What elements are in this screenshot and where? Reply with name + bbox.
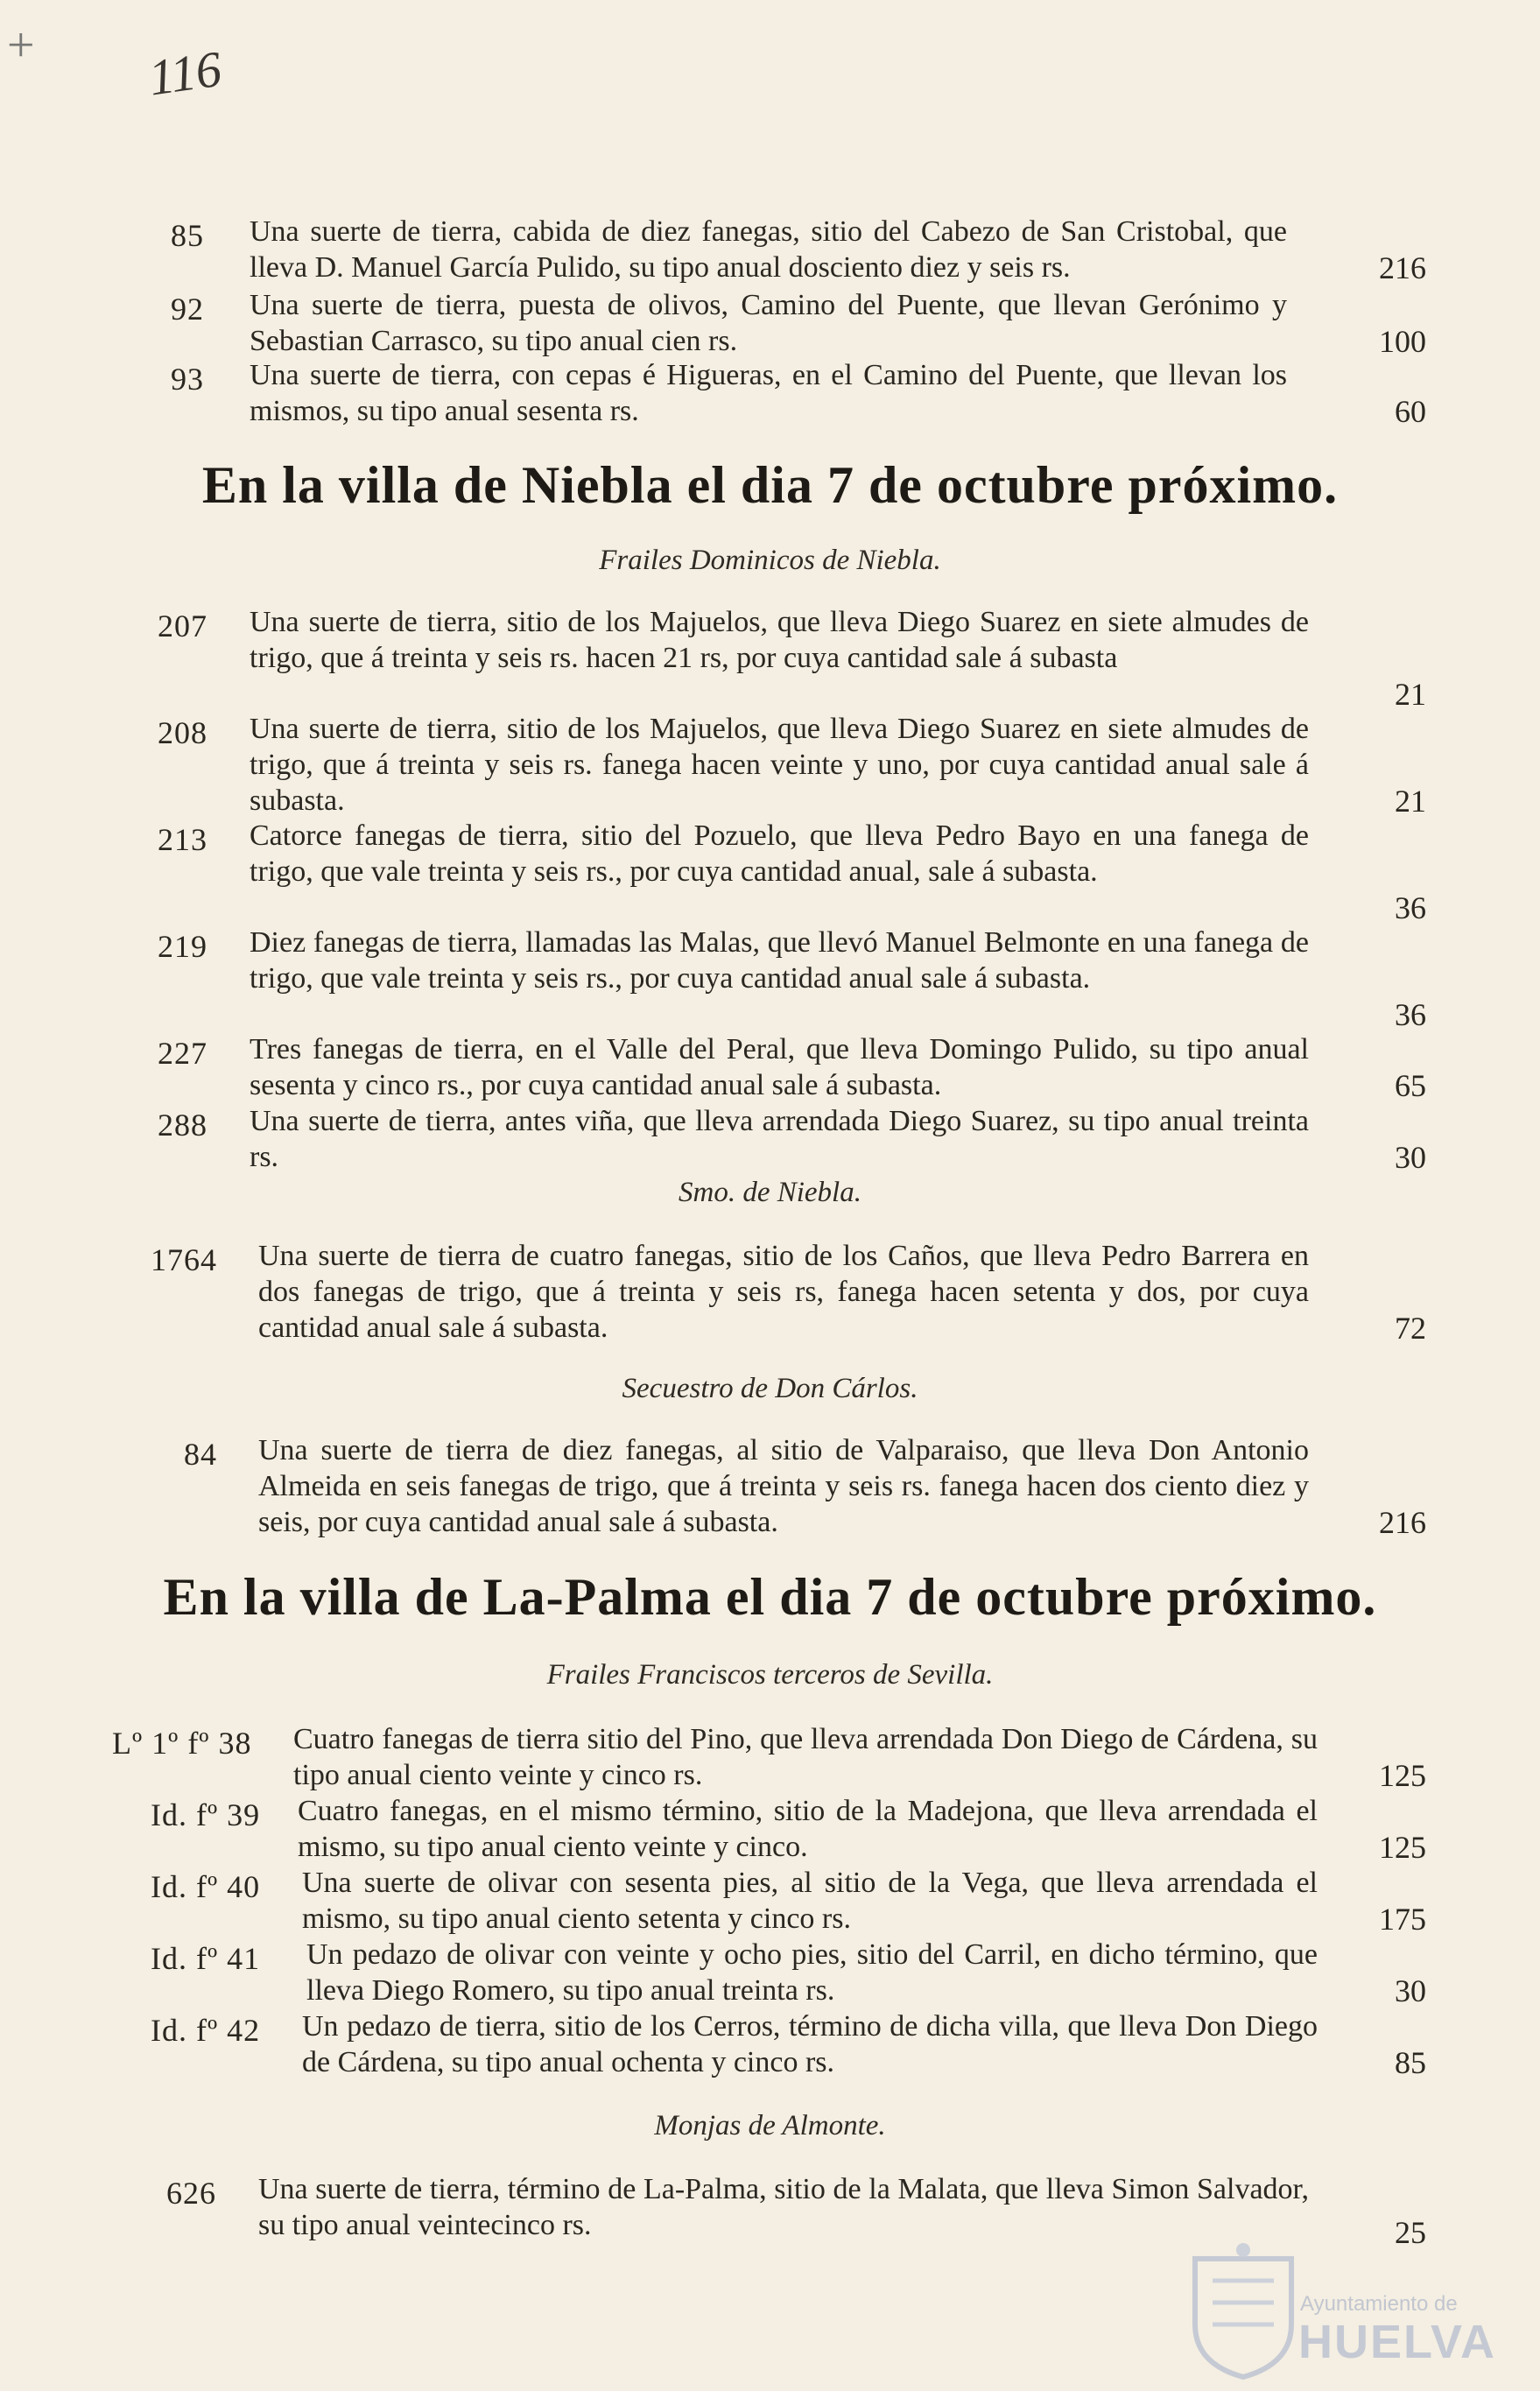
- watermark-line1: Ayuntamiento de: [1300, 2292, 1458, 2316]
- entry-text: Una suerte de tierra, sitio de los Majuelos, que lleva Diego Suarez en siete almudes de trigo, que á treinta y seis rs. hacen 21 rs, por cuya cantidad sale á subasta: [250, 606, 1309, 674]
- entry-amount: 216: [1379, 1505, 1426, 1540]
- archive-watermark: [1186, 2241, 1496, 2381]
- entry-text: Una suerte de olivar con sesenta pies, al sitio de la Vega, que lleva arrendada el mismo, su tipo anual ciento setenta y cinco rs.: [302, 1867, 1318, 1935]
- entry-text: Tres fanegas de tierra, en el Valle del Peral, que lleva Domingo Pulido, su tipo anual sesenta y cinco rs., por cuya cantidad anual sale á subasta.: [250, 1033, 1309, 1101]
- entry-amount: 175: [1379, 1902, 1426, 1937]
- subheading-secuestro: Secuestro de Don Cárlos.: [622, 1373, 918, 1404]
- entry-text: Una suerte de tierra, puesta de olivos, Camino del Puente, que llevan Gerónimo y Sebastian Carrasco, su tipo anual cien rs.: [250, 289, 1287, 357]
- entry-text: Una suerte de tierra de diez fanegas, al sitio de Valparaiso, que lleva Don Antonio Almeida en seis fanegas de trigo, que á treinta y seis rs. fanega hacen dos ciento diez y seis, por cuya cantidad anual sale á subasta.: [258, 1434, 1309, 1538]
- section-heading-la-palma: En la villa de La-Palma el dia 7 de octubre próximo.: [163, 1568, 1377, 1626]
- entry-amount: 60: [1395, 394, 1426, 429]
- entry-number: Lº 1º fº 38: [112, 1726, 252, 1761]
- entry-number: Id. fº 42: [151, 2013, 261, 2048]
- entry-text: Un pedazo de tierra, sitio de los Cerros, término de dicha villa, que lleva Don Diego de Cárdena, su tipo anual ochenta y cinco rs.: [302, 2010, 1318, 2078]
- entry-text: Una suerte de tierra, sitio de los Majuelos, que lleva Diego Suarez en siete almudes de trigo, que á treinta y seis rs. fanega hacen veinte y uno, por cuya cantidad anual sale á subasta.: [250, 713, 1309, 817]
- entry-number: 219: [158, 929, 207, 964]
- entry-number: 626: [166, 2176, 216, 2211]
- watermark-line2: HUELVA: [1298, 2316, 1496, 2368]
- entry-number: 84: [184, 1437, 217, 1472]
- entry-amount: 36: [1395, 997, 1426, 1032]
- entry-amount: 21: [1395, 784, 1426, 819]
- entry-text: Diez fanegas de tierra, llamadas las Malas, que llevó Manuel Belmonte en una fanega de trigo, que vale treinta y seis rs., por cuya cantidad anual sale á subasta.: [250, 926, 1309, 995]
- entry-number: 208: [158, 715, 207, 750]
- entry-number: 85: [171, 218, 204, 253]
- entry-number: 1764: [151, 1242, 217, 1277]
- entry-amount: 36: [1395, 890, 1426, 925]
- entry-amount: 100: [1379, 324, 1426, 359]
- entry-text: Una suerte de tierra, antes viña, que lleva arrendada Diego Suarez, su tipo anual treinta rs.: [250, 1105, 1309, 1173]
- entry-number: 93: [171, 362, 204, 397]
- entry-amount: 30: [1395, 1140, 1426, 1175]
- entry-text: Una suerte de tierra, con cepas é Higueras, en el Camino del Puente, que llevan los mismos, su tipo anual sesenta rs.: [250, 359, 1287, 427]
- subheading-frailes-dominicos: Frailes Dominicos de Niebla.: [599, 545, 941, 576]
- margin-mark: +: [7, 18, 35, 73]
- entry-amount: 216: [1379, 250, 1426, 285]
- entry-amount: 25: [1395, 2215, 1426, 2250]
- entry-text: Cuatro fanegas de tierra sitio del Pino, que lleva arrendada Don Diego de Cárdena, su tipo anual ciento veinte y cinco rs.: [293, 1723, 1318, 1791]
- subheading-frailes-franciscos: Frailes Franciscos terceros de Sevilla.: [546, 1659, 994, 1691]
- entry-number: Id. fº 41: [151, 1941, 261, 1976]
- entry-amount: 125: [1379, 1830, 1426, 1865]
- entry-number: Id. fº 39: [151, 1797, 261, 1832]
- entry-text: Una suerte de tierra, término de La-Palma, sitio de la Malata, que lleva Simon Salvador, su tipo anual veintecinco rs.: [258, 2173, 1309, 2241]
- page-number: 116: [144, 39, 225, 107]
- subheading-smo-niebla: Smo. de Niebla.: [679, 1177, 861, 1208]
- subheading-monjas-almonte: Monjas de Almonte.: [654, 2110, 886, 2141]
- entry-number: 288: [158, 1108, 207, 1143]
- entry-amount: 21: [1395, 677, 1426, 712]
- entry-amount: 30: [1395, 1973, 1426, 2008]
- entry-number: Id. fº 40: [151, 1869, 261, 1904]
- entry-amount: 72: [1395, 1311, 1426, 1346]
- entry-amount: 65: [1395, 1068, 1426, 1103]
- entry-number: 227: [158, 1036, 207, 1071]
- entry-text: Una suerte de tierra de cuatro fanegas, sitio de los Caños, que lleva Pedro Barrera en dos fanegas de trigo, que á treinta y seis rs, fanega hacen setenta y dos, por cuya cantidad anual sale á subasta.: [258, 1240, 1309, 1344]
- entry-text: Catorce fanegas de tierra, sitio del Pozuelo, que lleva Pedro Bayo en una fanega de trigo, que vale treinta y seis rs., por cuya cantidad anual, sale á subasta.: [250, 819, 1309, 888]
- entry-number: 207: [158, 608, 207, 643]
- entry-amount: 85: [1395, 2045, 1426, 2080]
- entry-text: Cuatro fanegas, en el mismo término, sitio de la Madejona, que lleva arrendada el mismo, su tipo anual ciento veinte y cinco.: [298, 1795, 1318, 1863]
- entry-amount: 125: [1379, 1758, 1426, 1793]
- entry-text: Una suerte de tierra, cabida de diez fanegas, sitio del Cabezo de San Cristobal, que lleva D. Manuel García Pulido, su tipo anual dosciento diez y seis rs.: [250, 215, 1287, 284]
- entry-number: 92: [171, 292, 204, 327]
- entry-text: Un pedazo de olivar con veinte y ocho pies, sitio del Carril, en dicho término, que lleva Diego Romero, su tipo anual treinta rs.: [306, 1938, 1318, 2007]
- city-shield-icon: [1186, 2241, 1300, 2381]
- section-heading-niebla: En la villa de Niebla el dia 7 de octubre próximo.: [201, 456, 1339, 514]
- entry-number: 213: [158, 822, 207, 857]
